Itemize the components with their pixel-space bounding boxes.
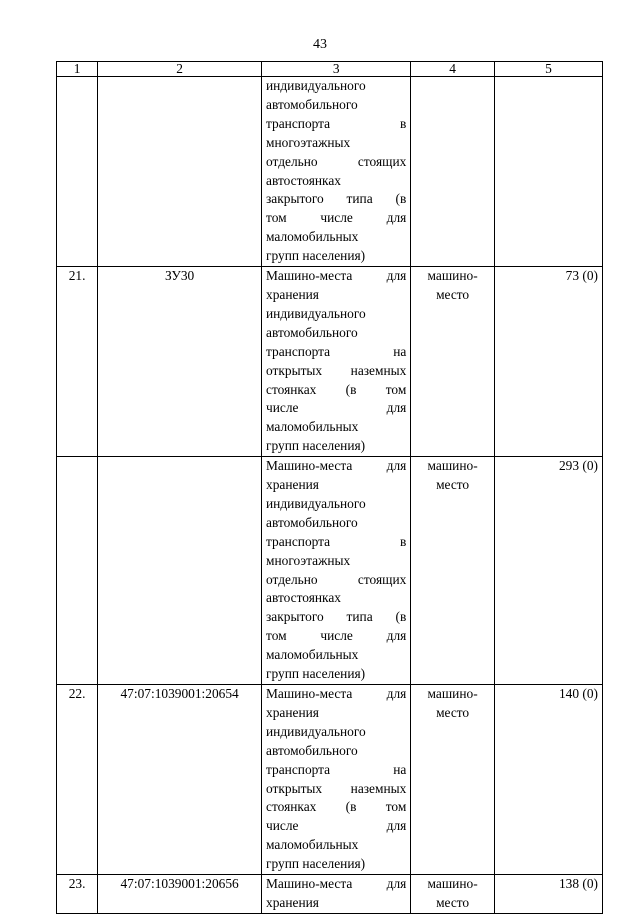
row-number-cell (57, 457, 98, 685)
description-cell (262, 457, 411, 685)
description-line: том числе для (266, 210, 407, 226)
description-line: транспорта на (266, 761, 407, 777)
page-number: 43 (313, 37, 327, 52)
description-line: индивидуального (266, 723, 366, 739)
description-line: автомобильного (266, 96, 358, 112)
cadastral-code-cell: 47:07:1039001:20656 (98, 875, 262, 914)
row-number-cell: 22. (57, 685, 98, 875)
header-cell: 5 (494, 62, 602, 77)
header-cell: 4 (411, 62, 495, 77)
description-line: хранения (266, 477, 319, 493)
description-line: маломобильных (266, 837, 359, 853)
description-line: числе для (266, 818, 407, 834)
description-line: закрытого типа (в (266, 609, 407, 625)
description-line: Машино-места для (266, 876, 407, 892)
unit-cell: машино-место (411, 685, 495, 875)
table-row (57, 685, 603, 875)
quantity-cell: 140 (0) (494, 685, 602, 875)
header-cell: 1 (57, 62, 98, 77)
description-line: групп населения) (266, 248, 366, 264)
description-cell (262, 685, 411, 875)
description-line: автомобильного (266, 742, 358, 758)
data-table (56, 61, 603, 914)
quantity-cell: 138 (0) (494, 875, 602, 914)
description-line: стоянках (в том (266, 799, 407, 815)
description-line: автостоянках (266, 590, 341, 606)
quantity-cell: 293 (0) (494, 457, 602, 685)
description-line: маломобильных (266, 229, 359, 245)
description-line: маломобильных (266, 647, 359, 663)
description-line: открытых наземных (266, 780, 407, 796)
table-row (57, 267, 603, 457)
description-line: том числе для (266, 628, 407, 644)
description-line: групп населения) (266, 666, 366, 682)
unit-cell: машино-место (411, 267, 495, 457)
table-row (57, 875, 603, 914)
unit-cell (411, 77, 495, 267)
row-number-cell (57, 77, 98, 267)
description-line: Машино-места для (266, 458, 407, 474)
description-line: групп населения) (266, 856, 366, 872)
table-row (57, 457, 603, 685)
row-number-cell: 23. (57, 875, 98, 914)
description-cell (262, 77, 411, 267)
header-cell: 3 (262, 62, 411, 77)
quantity-cell: 73 (0) (494, 267, 602, 457)
cadastral-code-cell (98, 457, 262, 685)
quantity-cell (494, 77, 602, 267)
description-line: Машино-места для (266, 686, 407, 701)
header-cell: 2 (98, 62, 262, 77)
description-line: хранения (266, 286, 319, 302)
description-line: транспорта в (266, 533, 407, 549)
unit-cell: машино-место (411, 457, 495, 685)
description-line: транспорта на (266, 343, 407, 359)
description-cell (262, 875, 411, 914)
description-line: закрытого типа (в (266, 191, 407, 207)
description-line: отдельно стоящих (266, 571, 407, 587)
cadastral-code-cell (98, 77, 262, 267)
description-line: автостоянках (266, 172, 341, 188)
description-line: хранения (266, 894, 319, 910)
description-line: индивидуального (266, 78, 366, 93)
description-line: числе для (266, 400, 407, 416)
description-line: маломобильных (266, 419, 359, 435)
description-line: индивидуального (266, 305, 366, 321)
description-line: отдельно стоящих (266, 153, 407, 169)
description-line: многоэтажных (266, 134, 351, 150)
description-line: многоэтажных (266, 552, 351, 568)
row-number-cell: 21. (57, 267, 98, 457)
description-line: хранения (266, 704, 319, 720)
unit-cell: машино-место (411, 875, 495, 914)
table-row (57, 77, 603, 267)
description-line: стоянках (в том (266, 381, 407, 397)
description-line: транспорта в (266, 115, 407, 131)
description-line: Машино-места для (266, 268, 407, 284)
description-line: открытых наземных (266, 362, 407, 378)
description-line: групп населения) (266, 438, 366, 454)
description-line: автомобильного (266, 514, 358, 530)
description-line: автомобильного (266, 324, 358, 340)
description-cell (262, 267, 411, 457)
table-header-row (57, 62, 603, 77)
cadastral-code-cell: ЗУ30 (98, 267, 262, 457)
description-line: индивидуального (266, 495, 366, 511)
cadastral-code-cell: 47:07:1039001:20654 (98, 685, 262, 875)
